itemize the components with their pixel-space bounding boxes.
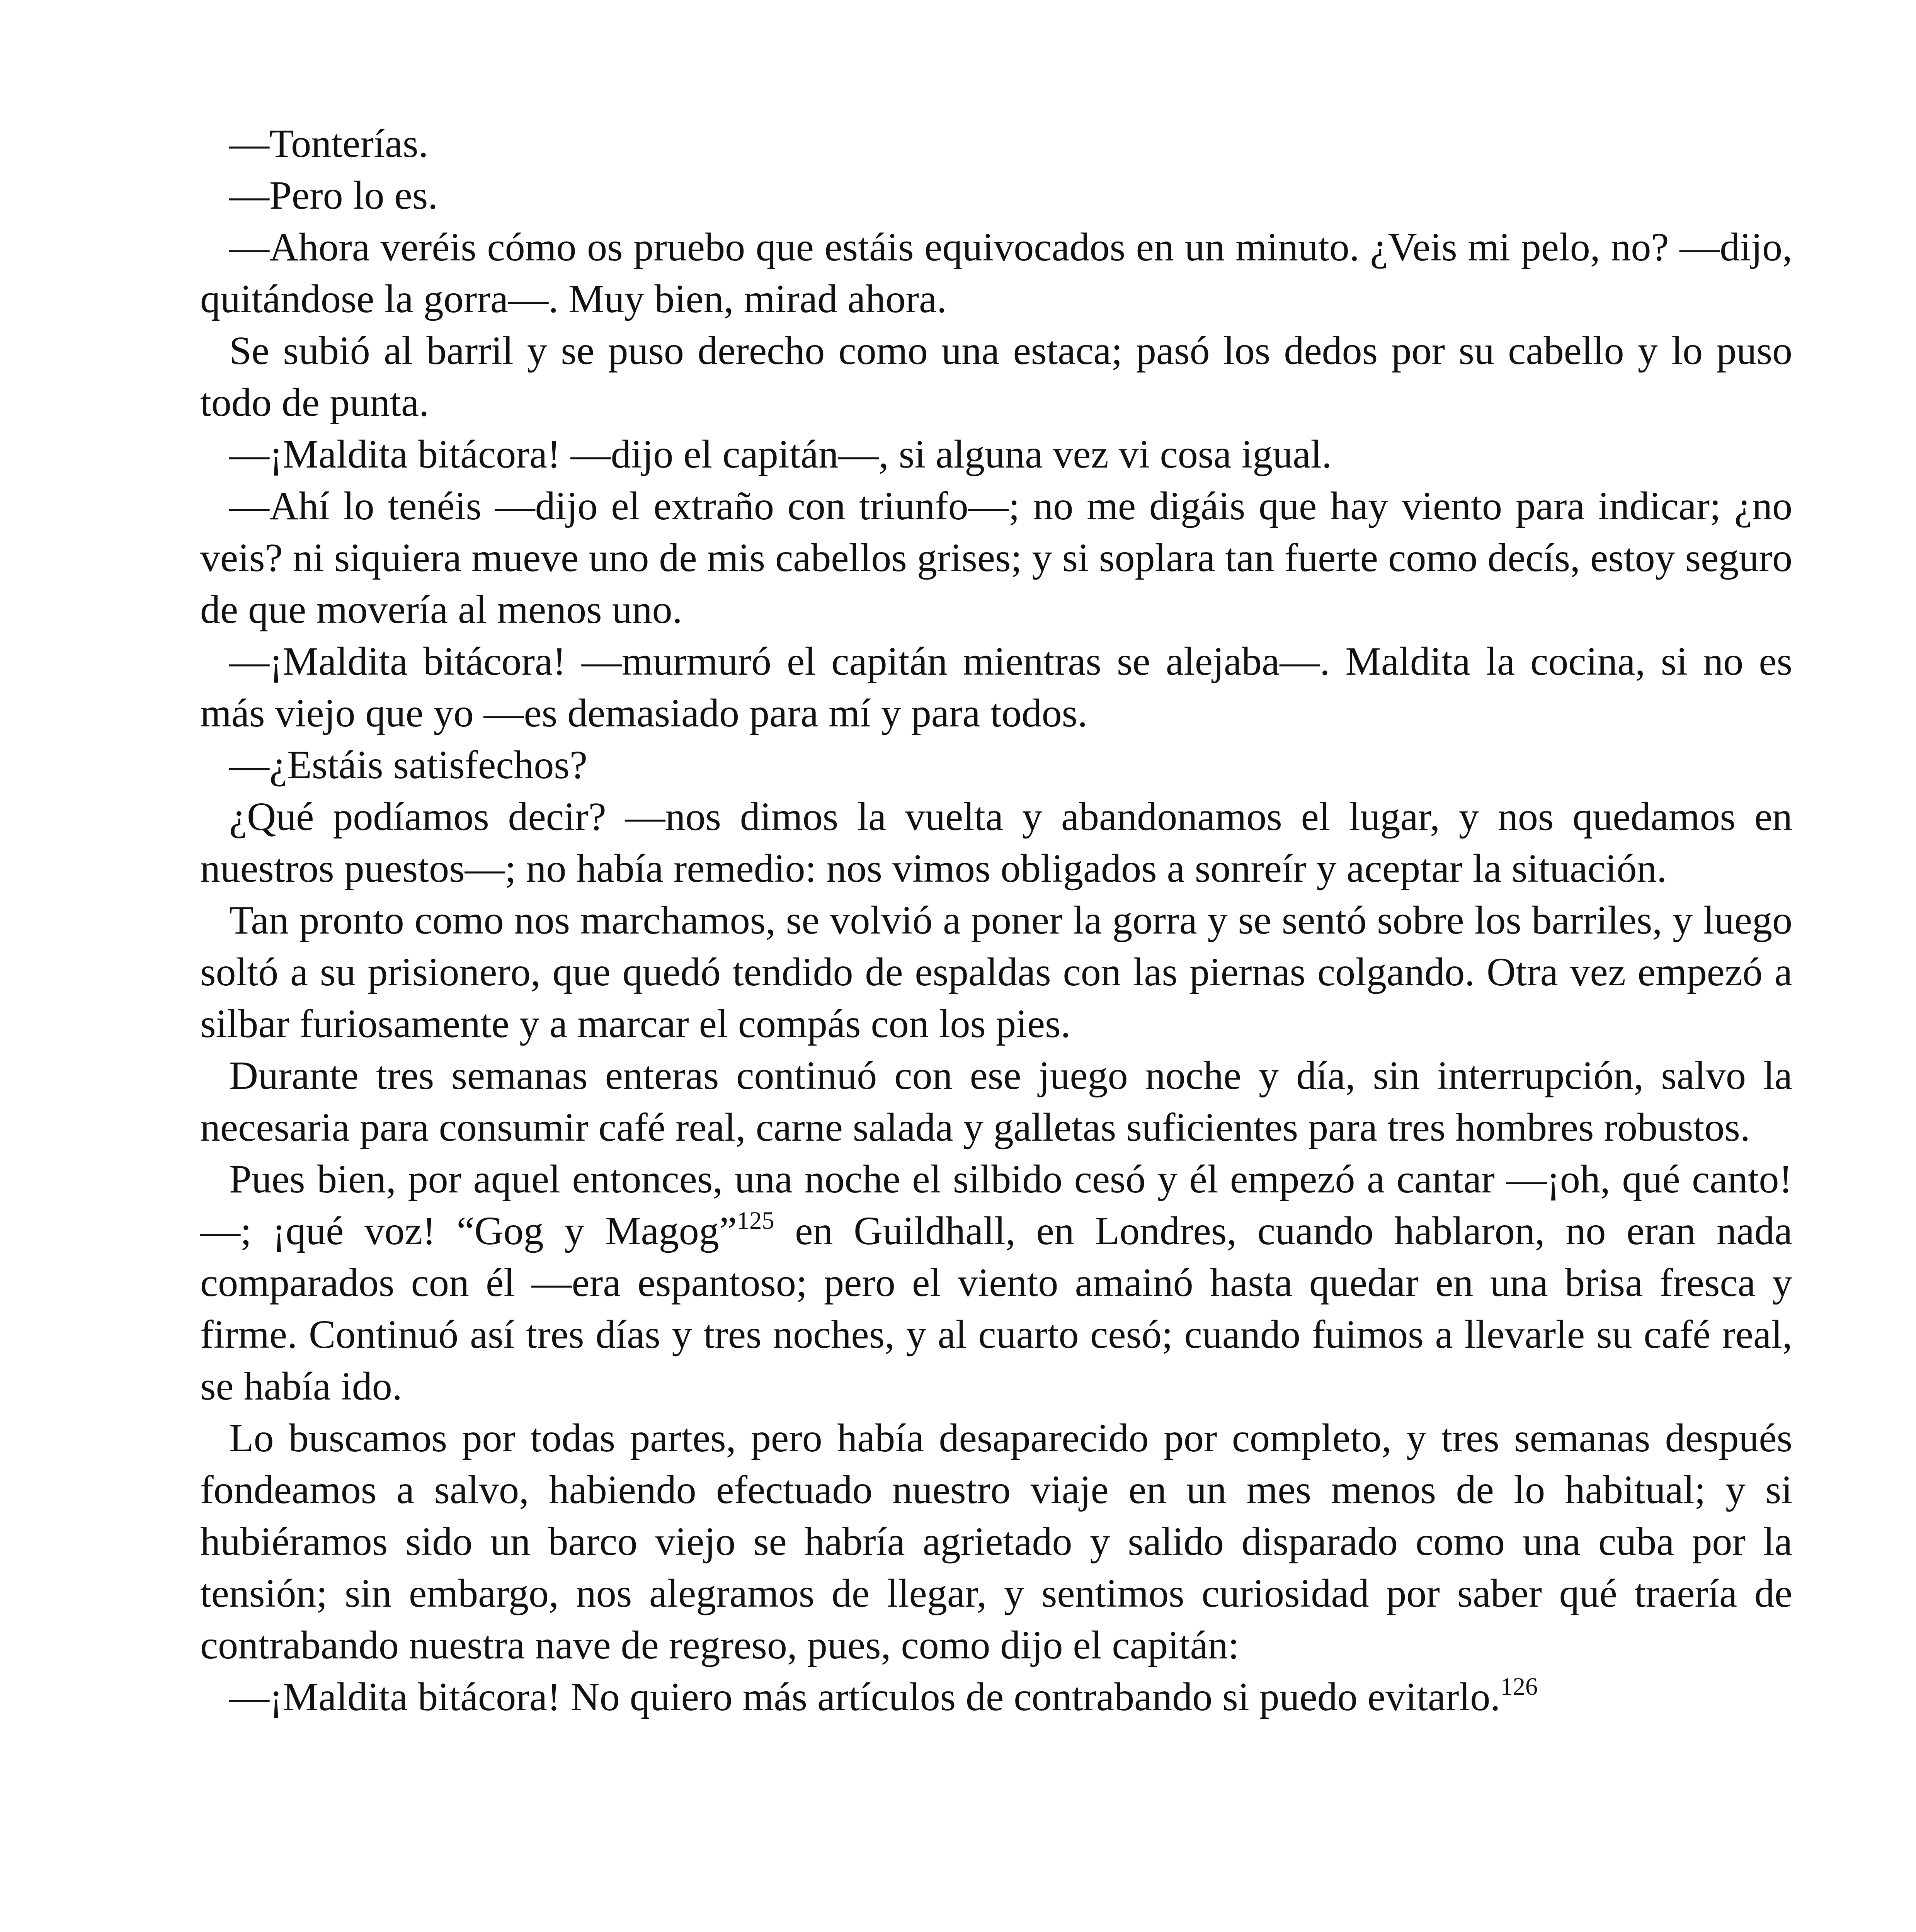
paragraph: Se subió al barril y se puso derecho como una estaca; pasó los dedos por su cabello y lo puso todo de punta. bbox=[200, 328, 1792, 425]
footnote-reference-126: 126 bbox=[1500, 1673, 1538, 1701]
paragraph: —¡Maldita bitácora! —dijo el capitán—, si alguna vez vi cosa igual. bbox=[229, 432, 1332, 476]
paragraph: —Ahora veréis cómo os pruebo que estáis equivocados en un minuto. ¿Veis mi pelo, no? —dijo, quitándose la gorra—. Muy bien, mirad ahora. bbox=[200, 225, 1792, 321]
paragraph: Durante tres semanas enteras continuó con ese juego noche y día, sin interrupción, salvo la necesaria para consumir café real, carne salada y galletas suficientes para tres hombres robustos. bbox=[200, 1053, 1792, 1150]
paragraph-text: en Guildhall, en Londres, cuando hablaron, no eran nada comparados con él —era espantoso; pero el viento amainó hasta quedar en una brisa fresca y firme. Continuó así tres días y tres noches, y al cuarto cesó; cuando fuimos a llevarle su café real, se había ido. bbox=[200, 1209, 1792, 1408]
paragraph: —Ahí lo tenéis —dijo el extraño con triunfo—; no me digáis que hay viento para indicar; ¿no veis? ni siquiera mueve uno de mis cabellos grises; y si soplara tan fuerte como decís, estoy seguro de que movería al menos uno. bbox=[200, 484, 1792, 632]
paragraph: —¿Estáis satisfechos? bbox=[229, 743, 588, 787]
paragraph-text: —¡Maldita bitácora! No quiero más artículos de contrabando si puedo evitarlo. bbox=[229, 1675, 1501, 1719]
paragraph-text: Pues bien, por aquel entonces, una noche el silbido cesó y él empezó a cantar —¡oh, qué canto!—; ¡qué voz! “Gog y Magog” bbox=[200, 1157, 1792, 1253]
paragraph: —Tonterías. bbox=[229, 121, 429, 166]
paragraph bbox=[200, 1153, 1792, 1412]
page-body bbox=[200, 118, 1792, 1723]
paragraph: Tan pronto como nos marchamos, se volvió a poner la gorra y se sentó sobre los barriles, y luego soltó a su prisionero, que quedó tendido de espaldas con las piernas colgando. Otra vez empezó a silbar furiosamente y a marcar el compás con los pies. bbox=[200, 898, 1792, 1046]
paragraph: ¿Qué podíamos decir? —nos dimos la vuelta y abandonamos el lugar, y nos quedamos en nuestros puestos—; no había remedio: nos vimos obligados a sonreír y aceptar la situación. bbox=[200, 794, 1792, 891]
footnote-reference-125: 125 bbox=[737, 1207, 774, 1235]
paragraph: —Pero lo es. bbox=[229, 173, 438, 218]
paragraph bbox=[200, 1671, 1792, 1723]
paragraph: Lo buscamos por todas partes, pero había desaparecido por completo, y tres semanas después fondeamos a salvo, habiendo efectuado nuestro viaje en un mes menos de lo habitual; y si hubiéramos sido un barco viejo se habría agrietado y salido disparado como una cuba por la tensión; sin embargo, nos alegramos de llegar, y sentimos curiosidad por saber qué traería de contrabando nuestra nave de regreso, pues, como dijo el capitán: bbox=[200, 1416, 1792, 1667]
paragraph: —¡Maldita bitácora! —murmuró el capitán mientras se alejaba—. Maldita la cocina, si no es más viejo que yo —es demasiado para mí y para todos. bbox=[200, 639, 1792, 735]
